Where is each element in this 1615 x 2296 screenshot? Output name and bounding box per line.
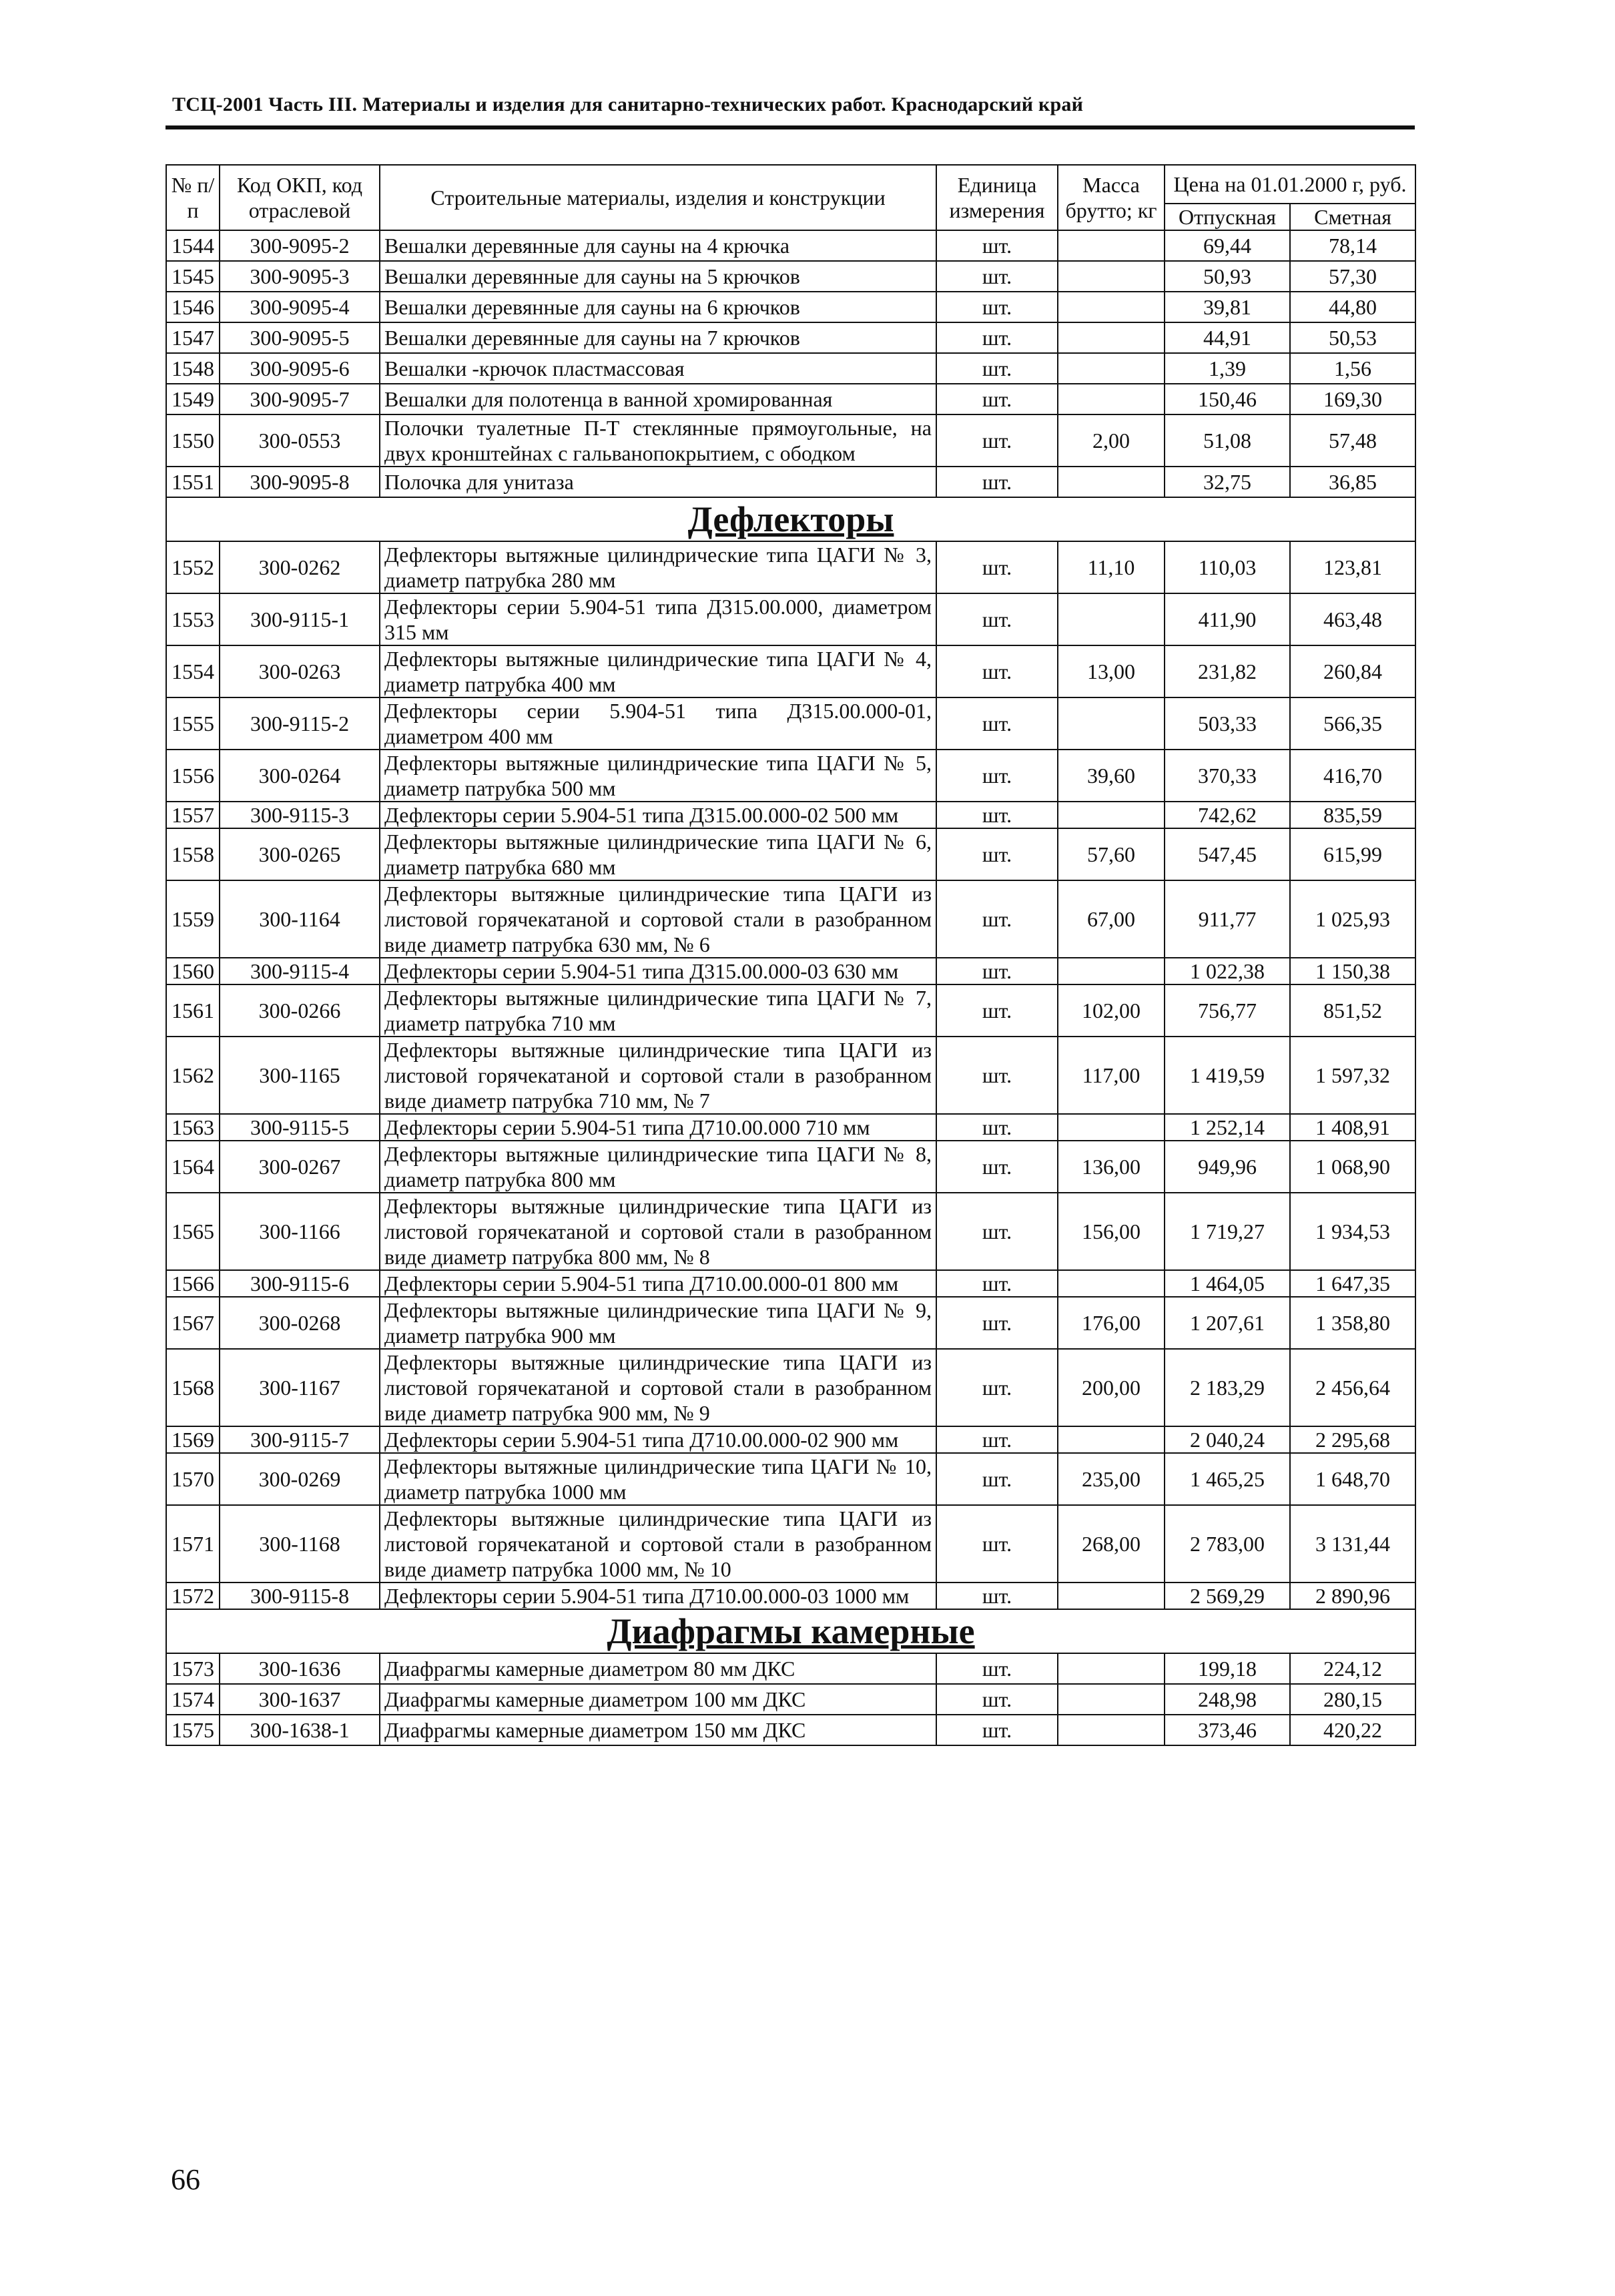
cell-name: Вешалки для полотенца в ванной хромированная [380,384,936,414]
cell-p1: 411,90 [1165,593,1290,645]
table-row [166,292,1415,322]
cell-name: Полочка для унитаза [380,467,936,497]
cell-p1: 2 783,00 [1165,1505,1290,1583]
cell-p2: 1,56 [1290,353,1415,384]
cell-code: 300-0266 [220,984,380,1037]
cell-p2: 123,81 [1290,541,1415,593]
cell-p1: 756,77 [1165,984,1290,1037]
cell-name: Дефлекторы вытяжные цилиндрические типа ЦАГИ из листовой горячекатаной и сортовой стали в разобранном виде диаметр патрубка 710 мм, № 7 [380,1037,936,1114]
cell-name: Дефлекторы серии 5.904-51 типа Д710.00.000-02 900 мм [380,1426,936,1453]
cell-name: Дефлекторы вытяжные цилиндрические типа ЦАГИ № 8, диаметр патрубка 800 мм [380,1141,936,1193]
col-header-code: Код ОКП, код отраслевой [220,165,380,230]
cell-mass: 235,00 [1058,1453,1165,1505]
cell-unit: шт. [936,1270,1058,1297]
cell-p2: 463,48 [1290,593,1415,645]
cell-p1: 2 183,29 [1165,1349,1290,1426]
table-row [166,1653,1415,1684]
cell-code: 300-9095-6 [220,353,380,384]
cell-num: 1569 [166,1426,220,1453]
cell-code: 300-0262 [220,541,380,593]
cell-p2: 1 025,93 [1290,880,1415,958]
table-row [166,1114,1415,1141]
cell-p2: 1 647,35 [1290,1270,1415,1297]
cell-p1: 1 252,14 [1165,1114,1290,1141]
cell-num: 1550 [166,414,220,467]
cell-unit: шт. [936,1684,1058,1715]
cell-unit: шт. [936,1037,1058,1114]
cell-mass: 67,00 [1058,880,1165,958]
cell-num: 1568 [166,1349,220,1426]
price-table-container [166,164,1415,1746]
cell-mass: 102,00 [1058,984,1165,1037]
cell-p1: 150,46 [1165,384,1290,414]
cell-code: 300-0267 [220,1141,380,1193]
cell-mass [1058,1653,1165,1684]
cell-unit: шт. [936,1297,1058,1349]
cell-num: 1563 [166,1114,220,1141]
cell-p2: 2 295,68 [1290,1426,1415,1453]
table-row [166,414,1415,467]
cell-mass [1058,1114,1165,1141]
cell-p2: 1 934,53 [1290,1193,1415,1270]
cell-code: 300-1638-1 [220,1715,380,1745]
cell-code: 300-1168 [220,1505,380,1583]
cell-num: 1561 [166,984,220,1037]
cell-p1: 248,98 [1165,1684,1290,1715]
cell-code: 300-0553 [220,414,380,467]
cell-unit: шт. [936,414,1058,467]
table-row [166,697,1415,750]
cell-p2: 78,14 [1290,230,1415,261]
cell-name: Диафрагмы камерные диаметром 80 мм ДКС [380,1653,936,1684]
cell-unit: шт. [936,1715,1058,1745]
cell-mass: 13,00 [1058,645,1165,697]
cell-p2: 3 131,44 [1290,1505,1415,1583]
cell-num: 1551 [166,467,220,497]
cell-num: 1544 [166,230,220,261]
cell-unit: шт. [936,984,1058,1037]
table-row [166,1684,1415,1715]
col-header-name: Строительные материалы, изделия и конструкции [380,165,936,230]
cell-p1: 199,18 [1165,1653,1290,1684]
cell-p1: 742,62 [1165,802,1290,828]
cell-num: 1545 [166,261,220,292]
cell-name: Вешалки -крючок пластмассовая [380,353,936,384]
section-title-cell [166,497,1415,541]
cell-mass [1058,1426,1165,1453]
cell-p1: 69,44 [1165,230,1290,261]
cell-unit: шт. [936,261,1058,292]
col-header-unit: Единица измерения [936,165,1058,230]
cell-num: 1555 [166,697,220,750]
cell-code: 300-9095-3 [220,261,380,292]
cell-mass: 57,60 [1058,828,1165,880]
cell-mass: 200,00 [1058,1349,1165,1426]
cell-p1: 39,81 [1165,292,1290,322]
cell-unit: шт. [936,1583,1058,1609]
cell-p1: 1 719,27 [1165,1193,1290,1270]
cell-num: 1554 [166,645,220,697]
cell-p1: 231,82 [1165,645,1290,697]
section-title-cell [166,1609,1415,1653]
cell-mass [1058,593,1165,645]
col-header-price-group: Цена на 01.01.2000 г, руб. [1165,165,1415,204]
cell-unit: шт. [936,384,1058,414]
cell-p2: 835,59 [1290,802,1415,828]
cell-name: Дефлекторы вытяжные цилиндрические типа ЦАГИ № 10, диаметр патрубка 1000 мм [380,1453,936,1505]
cell-num: 1553 [166,593,220,645]
cell-code: 300-0268 [220,1297,380,1349]
cell-code: 300-9115-2 [220,697,380,750]
cell-p1: 2 569,29 [1165,1583,1290,1609]
cell-mass [1058,467,1165,497]
col-header-price-release: Отпускная [1165,204,1290,230]
cell-num: 1558 [166,828,220,880]
cell-name: Дефлекторы серии 5.904-51 типа Д710.00.000-03 1000 мм [380,1583,936,1609]
cell-mass [1058,292,1165,322]
table-row [166,541,1415,593]
cell-name: Дефлекторы вытяжные цилиндрические типа ЦАГИ № 4, диаметр патрубка 400 мм [380,645,936,697]
cell-num: 1562 [166,1037,220,1114]
cell-p2: 224,12 [1290,1653,1415,1684]
cell-mass: 156,00 [1058,1193,1165,1270]
cell-num: 1565 [166,1193,220,1270]
table-row [166,1349,1415,1426]
cell-name: Дефлекторы вытяжные цилиндрические типа ЦАГИ № 9, диаметр патрубка 900 мм [380,1297,936,1349]
cell-unit: шт. [936,802,1058,828]
cell-code: 300-1166 [220,1193,380,1270]
cell-p2: 44,80 [1290,292,1415,322]
cell-p1: 51,08 [1165,414,1290,467]
table-row [166,802,1415,828]
cell-num: 1548 [166,353,220,384]
cell-name: Дефлекторы серии 5.904-51 типа Д710.00.000 710 мм [380,1114,936,1141]
table-row [166,353,1415,384]
section-title: Диафрагмы камерные [607,1611,975,1651]
cell-unit: шт. [936,292,1058,322]
cell-p2: 50,53 [1290,322,1415,353]
cell-unit: шт. [936,322,1058,353]
cell-name: Дефлекторы серии 5.904-51 типа Д710.00.000-01 800 мм [380,1270,936,1297]
cell-code: 300-9115-3 [220,802,380,828]
table-row [166,880,1415,958]
cell-name: Дефлекторы серии 5.904-51 типа Д315.00.000-02 500 мм [380,802,936,828]
cell-p1: 370,33 [1165,750,1290,802]
cell-unit: шт. [936,1505,1058,1583]
section-header-row [166,1609,1415,1653]
cell-p1: 32,75 [1165,467,1290,497]
cell-mass: 268,00 [1058,1505,1165,1583]
cell-name: Дефлекторы серии 5.904-51 типа Д315.00.000, диаметром 315 мм [380,593,936,645]
cell-unit: шт. [936,1349,1058,1426]
table-body [166,230,1415,1745]
cell-code: 300-9115-7 [220,1426,380,1453]
cell-mass [1058,1715,1165,1745]
cell-mass [1058,261,1165,292]
cell-mass [1058,958,1165,984]
cell-mass [1058,1270,1165,1297]
table-row [166,750,1415,802]
table-row [166,1270,1415,1297]
cell-mass: 136,00 [1058,1141,1165,1193]
cell-name: Вешалки деревянные для сауны на 5 крючков [380,261,936,292]
cell-unit: шт. [936,1114,1058,1141]
cell-name: Полочки туалетные П-Т стеклянные прямоугольные, на двух кронштейнах с гальванопокрытием, с ободком [380,414,936,467]
table-row [166,1037,1415,1114]
table-row [166,1453,1415,1505]
cell-p2: 1 068,90 [1290,1141,1415,1193]
cell-p1: 44,91 [1165,322,1290,353]
cell-unit: шт. [936,750,1058,802]
cell-code: 300-0264 [220,750,380,802]
table-row [166,384,1415,414]
cell-p1: 1,39 [1165,353,1290,384]
cell-p2: 1 648,70 [1290,1453,1415,1505]
cell-p2: 169,30 [1290,384,1415,414]
cell-unit: шт. [936,697,1058,750]
cell-name: Дефлекторы вытяжные цилиндрические типа ЦАГИ из листовой горячекатаной и сортовой стали в разобранном виде диаметр патрубка 630 мм, № 6 [380,880,936,958]
cell-num: 1559 [166,880,220,958]
cell-code: 300-9115-8 [220,1583,380,1609]
cell-num: 1564 [166,1141,220,1193]
cell-mass [1058,802,1165,828]
cell-p2: 566,35 [1290,697,1415,750]
cell-name: Дефлекторы вытяжные цилиндрические типа ЦАГИ из листовой горячекатаной и сортовой стали в разобранном виде диаметр патрубка 1000 мм, № 10 [380,1505,936,1583]
cell-p1: 911,77 [1165,880,1290,958]
cell-p2: 1 150,38 [1290,958,1415,984]
table-row [166,1141,1415,1193]
cell-code: 300-9095-5 [220,322,380,353]
cell-num: 1547 [166,322,220,353]
cell-name: Дефлекторы вытяжные цилиндрические типа ЦАГИ № 3, диаметр патрубка 280 мм [380,541,936,593]
cell-p2: 280,15 [1290,1684,1415,1715]
cell-name: Дефлекторы серии 5.904-51 типа Д315.00.000-01, диаметром 400 мм [380,697,936,750]
cell-mass [1058,230,1165,261]
cell-p2: 1 358,80 [1290,1297,1415,1349]
cell-num: 1557 [166,802,220,828]
cell-p2: 615,99 [1290,828,1415,880]
cell-code: 300-1165 [220,1037,380,1114]
cell-code: 300-9095-8 [220,467,380,497]
section-title: Дефлекторы [687,499,894,539]
cell-p1: 1 464,05 [1165,1270,1290,1297]
cell-p2: 851,52 [1290,984,1415,1037]
table-row [166,1583,1415,1609]
cell-p2: 57,30 [1290,261,1415,292]
cell-mass [1058,322,1165,353]
cell-p1: 50,93 [1165,261,1290,292]
cell-name: Дефлекторы вытяжные цилиндрические типа ЦАГИ № 7, диаметр патрубка 710 мм [380,984,936,1037]
cell-unit: шт. [936,645,1058,697]
cell-name: Дефлекторы серии 5.904-51 типа Д315.00.000-03 630 мм [380,958,936,984]
cell-code: 300-1167 [220,1349,380,1426]
cell-mass [1058,1684,1165,1715]
cell-code: 300-9115-6 [220,1270,380,1297]
cell-p1: 1 207,61 [1165,1297,1290,1349]
table-row [166,467,1415,497]
cell-unit: шт. [936,828,1058,880]
cell-mass [1058,1583,1165,1609]
cell-name: Диафрагмы камерные диаметром 100 мм ДКС [380,1684,936,1715]
cell-num: 1566 [166,1270,220,1297]
table-row [166,645,1415,697]
cell-mass: 39,60 [1058,750,1165,802]
table-row [166,1426,1415,1453]
cell-name: Дефлекторы вытяжные цилиндрические типа ЦАГИ № 5, диаметр патрубка 500 мм [380,750,936,802]
cell-unit: шт. [936,880,1058,958]
cell-unit: шт. [936,1453,1058,1505]
col-header-price-estimate: Сметная [1290,204,1415,230]
cell-code: 300-1164 [220,880,380,958]
cell-num: 1572 [166,1583,220,1609]
page-number: 66 [171,2163,200,2196]
cell-unit: шт. [936,1653,1058,1684]
table-row [166,828,1415,880]
price-table [166,164,1416,1746]
cell-num: 1573 [166,1653,220,1684]
cell-p1: 503,33 [1165,697,1290,750]
cell-unit: шт. [936,230,1058,261]
cell-unit: шт. [936,958,1058,984]
cell-code: 300-0269 [220,1453,380,1505]
cell-num: 1575 [166,1715,220,1745]
cell-name: Дефлекторы вытяжные цилиндрические типа ЦАГИ № 6, диаметр патрубка 680 мм [380,828,936,880]
table-row [166,1505,1415,1583]
cell-p1: 547,45 [1165,828,1290,880]
cell-num: 1571 [166,1505,220,1583]
cell-p2: 2 456,64 [1290,1349,1415,1426]
cell-code: 300-0265 [220,828,380,880]
cell-num: 1549 [166,384,220,414]
cell-code: 300-9095-2 [220,230,380,261]
cell-p1: 110,03 [1165,541,1290,593]
table-row [166,958,1415,984]
cell-code: 300-9095-7 [220,384,380,414]
cell-code: 300-9115-1 [220,593,380,645]
cell-num: 1574 [166,1684,220,1715]
cell-code: 300-9115-4 [220,958,380,984]
table-row [166,984,1415,1037]
cell-p2: 416,70 [1290,750,1415,802]
cell-p1: 1 022,38 [1165,958,1290,984]
cell-code: 300-9115-5 [220,1114,380,1141]
table-row [166,1297,1415,1349]
cell-code: 300-0263 [220,645,380,697]
cell-p2: 260,84 [1290,645,1415,697]
cell-name: Вешалки деревянные для сауны на 7 крючков [380,322,936,353]
cell-p1: 373,46 [1165,1715,1290,1745]
cell-p2: 57,48 [1290,414,1415,467]
cell-num: 1570 [166,1453,220,1505]
cell-num: 1560 [166,958,220,984]
cell-num: 1556 [166,750,220,802]
cell-name: Вешалки деревянные для сауны на 6 крючков [380,292,936,322]
cell-code: 300-1636 [220,1653,380,1684]
cell-num: 1546 [166,292,220,322]
table-row [166,261,1415,292]
cell-unit: шт. [936,467,1058,497]
cell-mass: 176,00 [1058,1297,1165,1349]
cell-p1: 1 419,59 [1165,1037,1290,1114]
cell-code: 300-9095-4 [220,292,380,322]
table-row [166,593,1415,645]
cell-mass [1058,384,1165,414]
cell-unit: шт. [936,353,1058,384]
col-header-num: № п/п [166,165,220,230]
cell-p2: 2 890,96 [1290,1583,1415,1609]
cell-p2: 36,85 [1290,467,1415,497]
col-header-mass: Масса брутто; кг [1058,165,1165,230]
cell-mass: 11,10 [1058,541,1165,593]
table-header [166,165,1415,230]
cell-mass: 2,00 [1058,414,1165,467]
cell-mass [1058,697,1165,750]
cell-unit: шт. [936,541,1058,593]
cell-unit: шт. [936,1141,1058,1193]
section-header-row [166,497,1415,541]
table-row [166,1715,1415,1745]
page-header-title: ТСЦ-2001 Часть III. Материалы и изделия для санитарно-технических работ. Краснодарский край [172,93,1084,115]
cell-p2: 1 597,32 [1290,1037,1415,1114]
cell-mass [1058,353,1165,384]
cell-name: Дефлекторы вытяжные цилиндрические типа ЦАГИ из листовой горячекатаной и сортовой стали в разобранном виде диаметр патрубка 800 мм, № 8 [380,1193,936,1270]
header-rule [166,125,1415,129]
cell-name: Вешалки деревянные для сауны на 4 крючка [380,230,936,261]
cell-name: Диафрагмы камерные диаметром 150 мм ДКС [380,1715,936,1745]
cell-p2: 420,22 [1290,1715,1415,1745]
cell-p2: 1 408,91 [1290,1114,1415,1141]
cell-num: 1567 [166,1297,220,1349]
table-row [166,322,1415,353]
cell-unit: шт. [936,593,1058,645]
table-row [166,1193,1415,1270]
cell-mass: 117,00 [1058,1037,1165,1114]
cell-p1: 1 465,25 [1165,1453,1290,1505]
cell-unit: шт. [936,1193,1058,1270]
cell-p1: 949,96 [1165,1141,1290,1193]
table-row [166,230,1415,261]
cell-num: 1552 [166,541,220,593]
cell-unit: шт. [936,1426,1058,1453]
cell-name: Дефлекторы вытяжные цилиндрические типа ЦАГИ из листовой горячекатаной и сортовой стали в разобранном виде диаметр патрубка 900 мм, № 9 [380,1349,936,1426]
cell-code: 300-1637 [220,1684,380,1715]
cell-p1: 2 040,24 [1165,1426,1290,1453]
